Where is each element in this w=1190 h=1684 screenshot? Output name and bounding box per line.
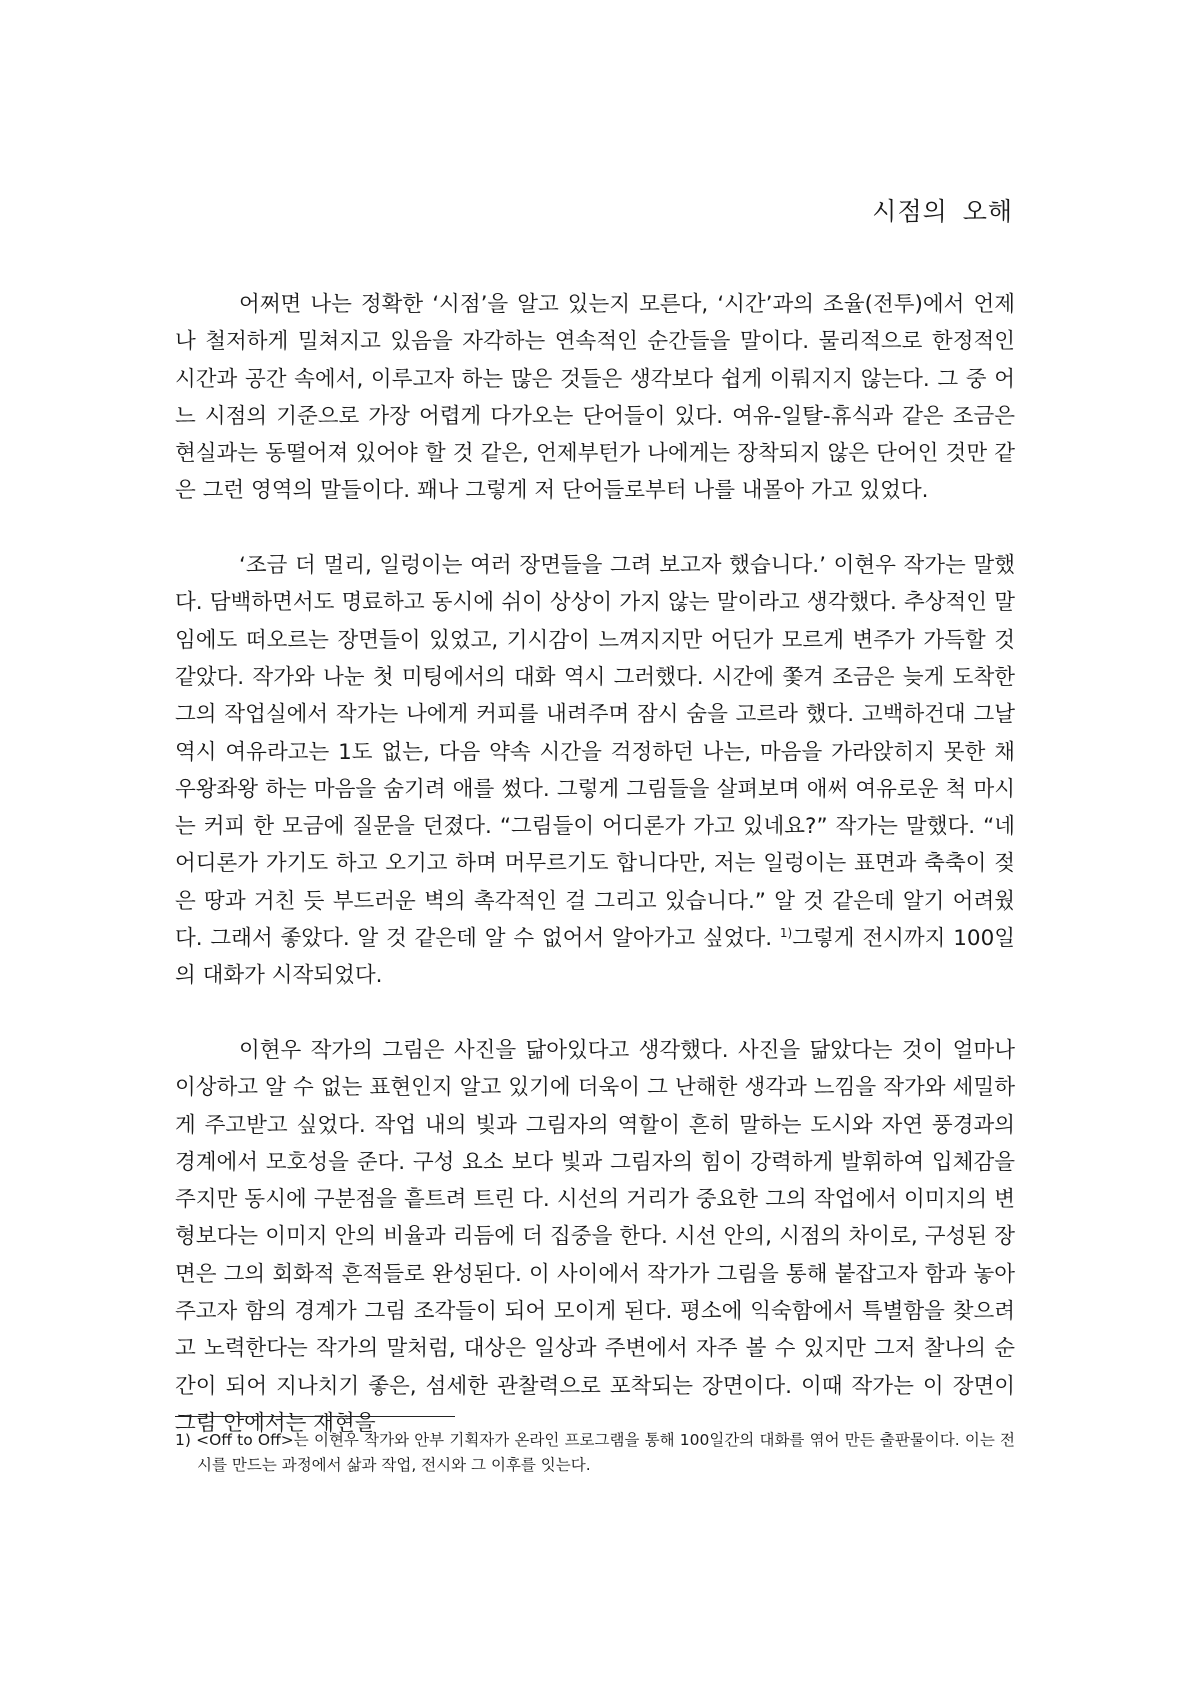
footnote: 1) <Off to Off>는 이현우 작가와 안부 기획자가 온라인 프로그램을 통해 100일간의 대화를 엮어 만든 출판물이다. 이는 전시를 만드는 과정에서 삶과 작업, 전시와 그 이후를 잇는다. — [175, 1431, 1015, 1474]
paragraph-2-text-before: ‘조금 더 멀리, 일렁이는 여러 장면들을 그려 보고자 했습니다.’ 이현우 작가는 말했다. 담백하면서도 명료하고 동시에 쉬이 상상이 가지 않는 말이라고 생각했다. 추상적인 말임에도 떠오르는 장면들이 있었고, 기시감이 느껴지지만 어딘가 모르게 변주가 가득할 것 같았다. 작가와 나눈 첫 미팅에서의 대화 역시 그러했다. 시간에 쫓겨 조금은 늦게 도착한 그의 작업실에서 작가는 나에게 커피를 내려주며 잠시 숨을 고르라 했다. 고백하건대 그날 역시 여유라고는 1도 없는, 다음 약속 시간을 걱정하던 나는, 마음을 가라앉히지 못한 채 우왕좌왕 하는 마음을 숨기려 애를 썼다. 그렇게 그림들을 살펴보며 애써 여유로운 척 마시는 커피 한 모금에 질문을 던졌다. “그림들이 어디론가 가고 있네요?” 작가는 말했다. “네 어디론가 가기도 하고 오기고 하며 머무르기도 합니다만, 저는 일렁이는 표면과 축축이 젖은 땅과 거친 듯 부드러운 벽의 촉각적인 걸 그리고 있습니다.” 알 것 같은데 알기 어려웠다. 그래서 좋았다. 알 것 같은데 알 수 없어서 알아가고 싶었다. — [175, 553, 1015, 952]
document-title: 시점의 오해 — [872, 197, 1013, 226]
paragraph-1: 어쩌면 나는 정확한 ‘시점’을 알고 있는지 모른다, ‘시간’과의 조율(전투)에서 언제나 철저하게 밀쳐지고 있음을 자각하는 연속적인 순간들을 말이다. 물리적으로 한정적인 시간과 공간 속에서, 이루고자 하는 많은 것들은 생각보다 쉽게 이뤄지지 않는다. 그 중 어느 시점의 기준으로 가장 어렵게 다가오는 단어들이 있다. 여유-일탈-휴식과 같은 조금은 현실과는 동떨어져 있어야 할 것 같은, 언제부턴가 나에게는 장착되지 않은 단어인 것만 같은 그런 영역의 말들이다. 꽤나 그렇게 저 단어들로부터 나를 내몰아 가고 있었다. — [175, 292, 1015, 504]
footnote-reference: 1) — [779, 926, 793, 941]
paragraph-3: 이현우 작가의 그림은 사진을 닮아있다고 생각했다. 사진을 닮았다는 것이 얼마나 이상하고 알 수 없는 표현인지 알고 있기에 더욱이 그 난해한 생각과 느낌을 작가와 세밀하게 주고받고 싶었다. 작업 내의 빛과 그림자의 역할이 흔히 말하는 도시와 자연 풍경과의 경계에서 모호성을 준다. 구성 요소 보다 빛과 그림자의 힘이 강력하게 발휘하여 입체감을 주지만 동시에 구분점을 흩트려 트린 다. 시선의 거리가 중요한 그의 작업에서 이미지의 변형보다는 이미지 안의 비율과 리듬에 더 집중을 한다. 시선 안의, 시점의 차이로, 구성된 장면은 그의 회화적 흔적들로 완성된다. 이 사이에서 작가가 그림을 통해 붙잡고자 함과 놓아주고자 함의 경계가 그림 조각들이 되어 모이게 된다. 평소에 익숙함에서 특별함을 찾으려고 노력한다는 작가의 말처럼, 대상은 일상과 주변에서 자주 볼 수 있지만 그저 찰나의 순간이 되어 지나치기 좋은, 섬세한 관찰력으로 포착되는 장면이다. 이때 작가는 이 장면이 그림 안에서는 재현을 — [175, 1037, 1015, 1436]
paragraph-2 — [175, 547, 1015, 995]
body-text — [175, 286, 1015, 1480]
paragraph-2-text-after: 그렇게 전시까지 100일의 대화가 시작되었다. — [175, 926, 1016, 989]
footnote-divider — [175, 1416, 455, 1417]
